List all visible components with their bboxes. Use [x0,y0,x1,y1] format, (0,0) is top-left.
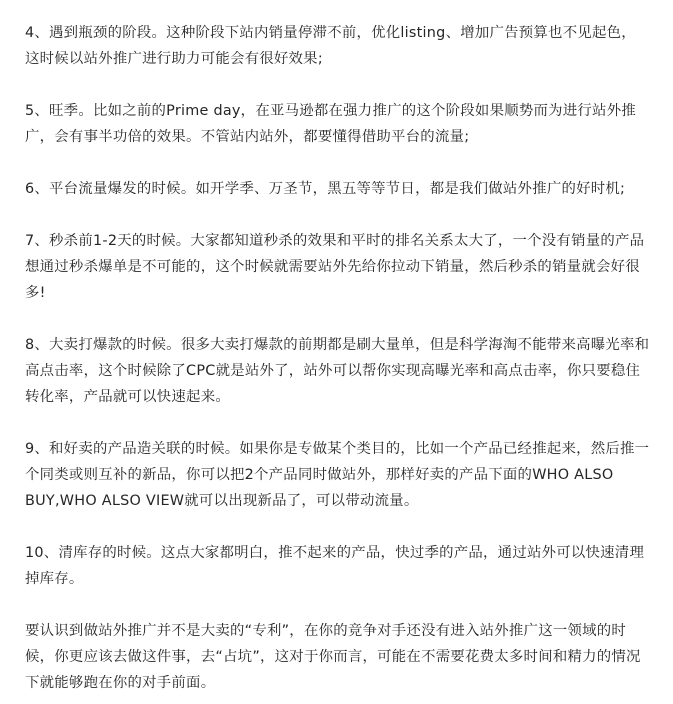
paragraph-related-products: 9、和好卖的产品造关联的时候。如果你是专做某个类目的，比如一个产品已经推起来，然后推一个同类或则互补的新品，你可以把2个产品同时做站外，那样好卖的产品下面的WHO ALSO BUY,WHO ALSO VIEW就可以出现新品了，可以带动流量。 [25,441,650,509]
paragraph-bottleneck-stage: 4、遇到瓶颈的阶段。这种阶段下站内销量停滞不前，优化listing、增加广告预算也不见起色，这时候以站外推广进行助力可能会有很好效果; [25,25,636,67]
paragraph-clear-inventory: 10、清库存的时候。这点大家都明白，推不起来的产品，快过季的产品，通过站外可以快速清理掉库存。 [25,545,645,587]
paragraph-peak-season: 5、旺季。比如之前的Prime day，在亚马逊都在强力推广的这个阶段如果顺势而为进行站外推广，会有事半功倍的效果。不管站内站外，都要懂得借助平台的流量; [25,103,636,145]
paragraph-before-deals: 7、秒杀前1-2天的时候。大家都知道秒杀的效果和平时的排名关系太大了，一个没有销量的产品想通过秒杀爆单是不可能的，这个时候就需要站外先给你拉动下销量，然后秒杀的销量就会好很多! [25,233,645,301]
paragraph-traffic-burst: 6、平台流量爆发的时候。如开学季、万圣节，黑五等等节日，都是我们做站外推广的好时机; [25,181,626,197]
paragraph-conclusion: 要认识到做站外推广并不是大卖的“专利”，在你的竞争对手还没有进入站外推广这一领域的时候，你更应该去做这件事，去“占坑”，这对于你而言，可能在不需要花费太多时间和精力的情况下就能够跑在你的对手前面。 [25,623,641,691]
article-body [25,20,650,696]
paragraph-bestseller-push: 8、大卖打爆款的时候。很多大卖打爆款的前期都是刷大量单，但是科学海淘不能带来高曝光率和高点击率，这个时候除了CPC就是站外了，站外可以帮你实现高曝光率和高点击率，你只要稳住转化率，产品就可以快速起来。 [25,337,650,405]
